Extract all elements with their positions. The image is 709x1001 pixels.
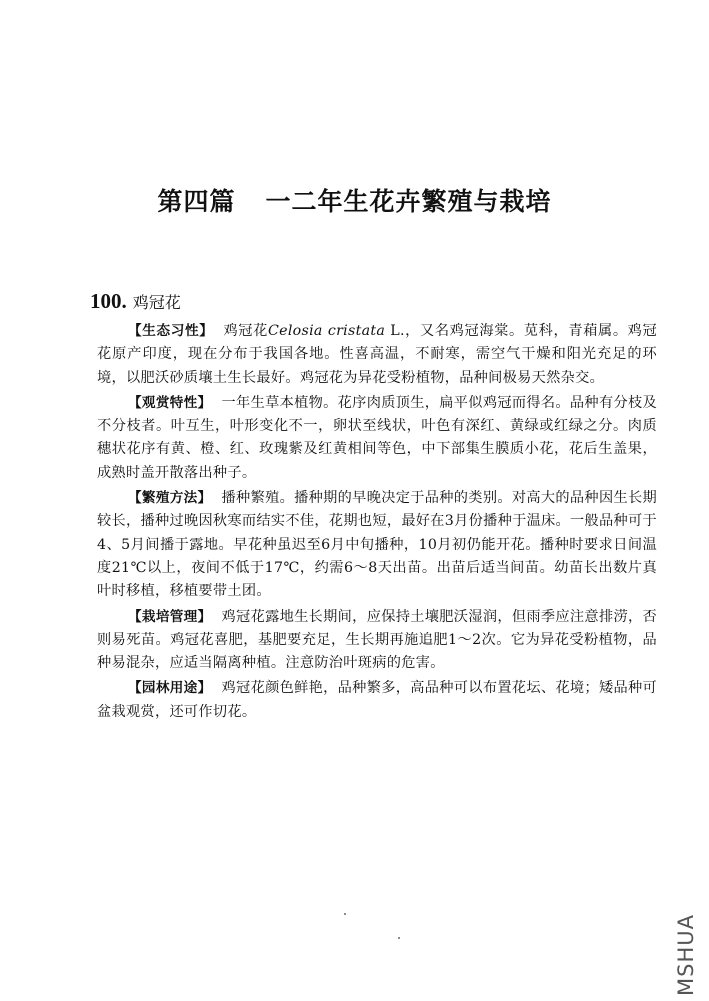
- section-ornamental: [97, 392, 657, 485]
- scan-speck: [398, 937, 400, 939]
- latin-name: Celosia cristata: [267, 323, 386, 339]
- entry-name: 鸡冠花: [132, 293, 181, 312]
- section-text-ecology-a: 鸡冠花: [223, 323, 268, 339]
- part-title-text: 一二年生花卉繁殖与栽培: [265, 187, 552, 216]
- section-label-ornamental: 【观赏特性】: [128, 394, 212, 411]
- section-text-landscape-use: 鸡冠花颜色鲜艳，品种繁多，高品种可以布置花坛、花境；矮品种可盆栽观赏，还可作切花。: [97, 680, 657, 720]
- page-title: [0, 182, 709, 218]
- section-text-ecology-b: L.，又名鸡冠海棠。苋科，青葙属。鸡冠花原产印度，现在分布于我国各地。性喜高温，不耐寒，需空气干燥和阳光充足的环境，以肥沃砂质壤土生长最好。鸡冠花为异花受粉植物，品种间极易天然杂交。: [97, 323, 657, 386]
- section-landscape-use: [97, 677, 657, 724]
- section-label-landscape-use: 【园林用途】: [128, 680, 212, 697]
- entry-number: 100.: [90, 289, 127, 313]
- part-number: 第四篇: [157, 187, 236, 216]
- section-cultivation: [97, 606, 657, 676]
- section-label-cultivation: 【栽培管理】: [128, 608, 212, 625]
- section-label-propagation: 【繁殖方法】: [128, 490, 212, 507]
- section-propagation: [97, 487, 657, 603]
- section-text-ornamental: 一年生草本植物。花序肉质顶生，扁平似鸡冠而得名。品种有分枝及不分枝者。叶互生，叶形变化不一，卵状至线状，叶色有深红、黄绿或红绿之分。肉质穗状花序有黄、橙、红、玫瑰紫及红黄相间等色，中下部集生膜质小花，花后生盖果，成熟时盖开散落出种子。: [97, 394, 657, 481]
- scan-speck: [344, 913, 346, 915]
- section-label-ecology: 【生态习性】: [128, 323, 214, 339]
- watermark: MSHUA: [674, 914, 698, 996]
- entry-heading: [90, 286, 181, 314]
- section-text-cultivation: 鸡冠花露地生长期间，应保持土壤肥沃湿润，但雨季应注意排涝，否则易死苗。鸡冠花喜肥，基肥要充足，生长期再施追肥1～2次。它为异花受粉植物，品种易混杂，应适当隔离种植。注意防治叶斑病的危害。: [97, 608, 657, 672]
- section-ecology: [97, 320, 657, 390]
- section-text-propagation: 播种繁殖。播种期的早晚决定于品种的类别。对高大的品种因生长期较长，播种过晚因秋寒而结实不佳，花期也短，最好在3月份播种于温床。一般品种可于4、5月间播于露地。早花种虽迟至6月中旬播种，10月初仍能开花。播种时要求日间温度21℃以上，夜间不低于17℃，约需6～8天出苗。出苗后适当间苗。幼苗长出数片真叶时移植，移植要带土团。: [97, 490, 657, 600]
- entry-body: [97, 320, 657, 726]
